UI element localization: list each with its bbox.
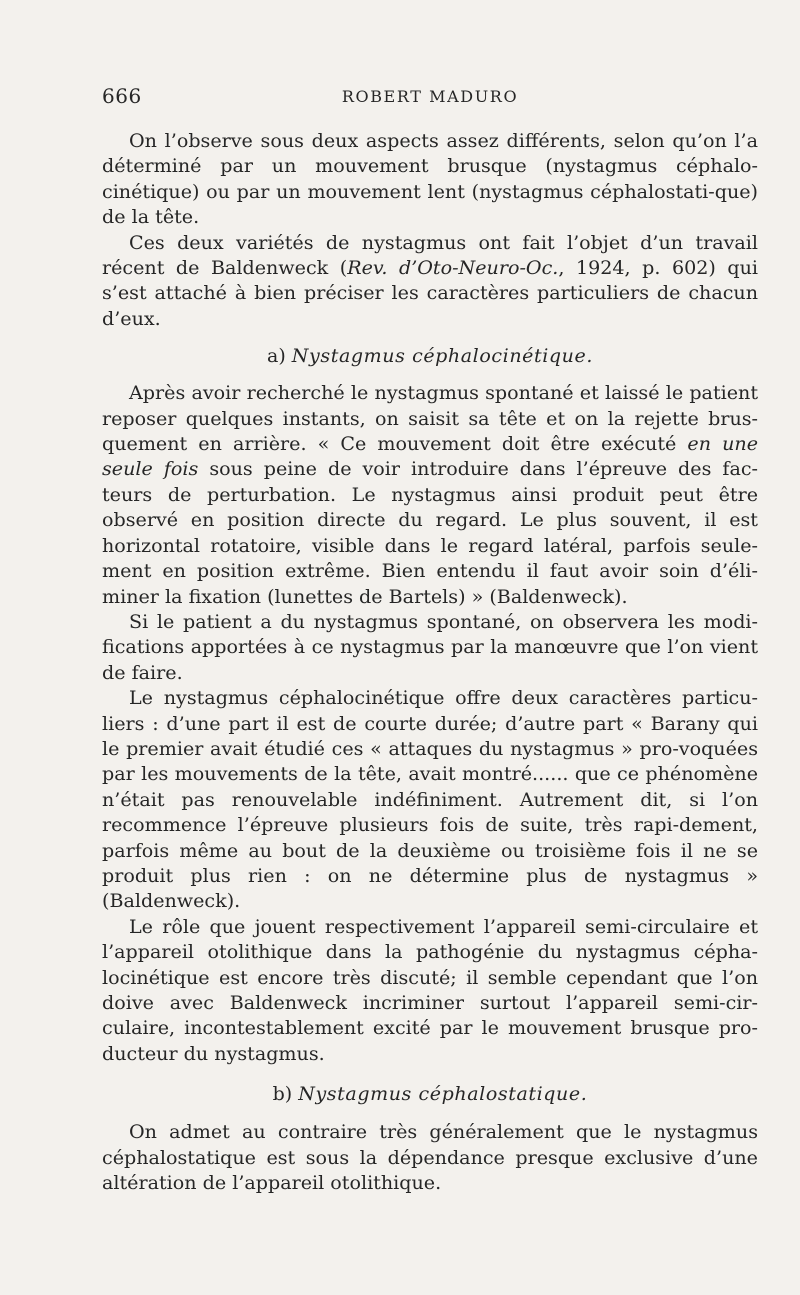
section-a-heading xyxy=(102,343,758,369)
intro-paragraph-2 xyxy=(102,230,758,332)
section-b-paragraph-1: On admet au contraire très généralement que le nystagmus céphalostatique est sous la dépendance presque exclusive d’une altération de l’appareil otolithique. xyxy=(102,1120,758,1195)
section-a-paragraph-2: Si le patient a du nystagmus spontané, on observera les modi-fications apportées à ce nystagmus par la manœuvre que l’on vient de faire. xyxy=(102,609,758,684)
intro-p2-text-a: Ces deux variétés de nystagmus ont fait l’objet d’un travail récent de Baldenweck ( xyxy=(102,230,758,280)
section-b-title: Nystagmus céphalostatique. xyxy=(298,1083,588,1106)
section-a-p1-text-b: sous peine de voir introduire dans l’épreuve des fac-teurs de perturbation. Le nystagmus ainsi produit peut être observé en position directe du regard. Le plus souvent, il est horizontal rotatoire, visible dans le regard latéral, parfois seule-ment en position extrême. Bien entendu il faut avoir soin d’éli-miner la fixation (lunettes de Bartels) » (Baldenweck). xyxy=(102,457,758,608)
section-a-paragraph-1 xyxy=(102,380,758,609)
section-a-paragraph-4: Le rôle que jouent respectivement l’appareil semi-circulaire et l’appareil otolithique dans la pathogénie du nystagmus cépha-locinétique est encore très discuté; il semble cependant que l’on doive avec Baldenweck incriminer surtout l’appareil semi-cir-culaire, incontestablement excité par le mouvement brusque pro-ducteur du nystagmus. xyxy=(102,914,758,1065)
section-b-heading xyxy=(102,1081,758,1107)
section-b-letter: b) xyxy=(272,1083,293,1106)
running-head: ROBERT MADURO xyxy=(341,87,519,106)
intro-paragraph-1: On l’observe sous deux aspects assez différents, selon qu’on l’a déterminé par un mouvement brusque (nystagmus céphalo-cinétique) ou par un mouvement lent (nystagmus céphalostati-que) de la tête. xyxy=(102,129,758,229)
page-number: 666 xyxy=(102,84,142,108)
section-a-p1-text-a: Après avoir recherché le nystagmus spontané et laissé le patient reposer quelques instants, on saisit sa tête et on la rejette brus-quement en arrière. « Ce mouvement doit être exécuté xyxy=(102,381,758,456)
body-text xyxy=(102,128,758,1195)
page-header xyxy=(102,84,758,114)
section-a-paragraph-3: Le nystagmus céphalocinétique offre deux caractères particu-liers : d’une part il est de courte durée; d’autre part « Barany qui le premier avait étudié ces « attaques du nystagmus » pro-voquées par les mouvements de la tête, avait montré...... que ce phénomène n’était pas renouvelable indéfiniment. Autrement dit, si l’on recommence l’épreuve plusieurs fois de suite, très rapi-dement, parfois même au bout de la deuxième ou troisième fois il ne se produit plus rien : on ne détermine plus de nystagmus » (Baldenweck). xyxy=(102,686,758,913)
section-a-letter: a) xyxy=(267,345,286,368)
journal-citation: Rev. d’Oto-Neuro-Oc. xyxy=(347,256,559,280)
intro-p2-text-b: , 1924, p. 602) qui s’est attaché à bien préciser les caractères particuliers de chacun d’eux. xyxy=(102,256,758,330)
section-a-title: Nystagmus céphalocinétique. xyxy=(291,345,593,368)
section-a-p1-emphasis: en une seule fois xyxy=(102,432,758,481)
